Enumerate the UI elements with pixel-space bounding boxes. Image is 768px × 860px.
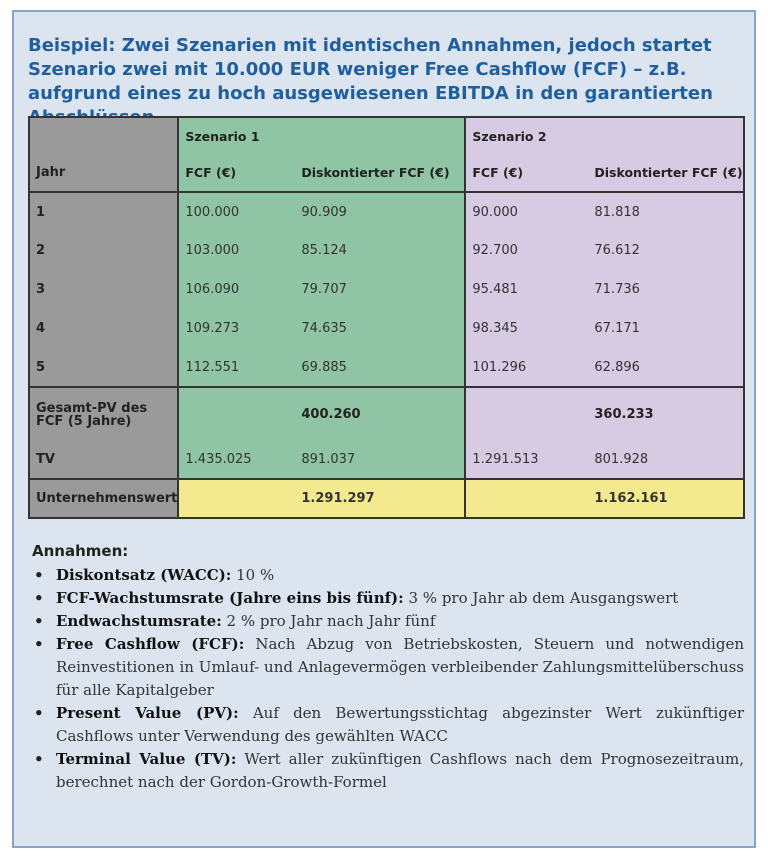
list-item: • Endwachstumsrate: 2 % pro Jahr nach Jahr fünf [32,610,744,633]
list-item: • FCF-Wachstumsrate (Jahre eins bis fünf): 3 % pro Jahr ab dem Ausgangswert [32,587,744,610]
table-row: 2 103.000 85.124 92.700 76.612 [29,231,744,270]
ev-s1-value: 1.291.297 [295,479,465,518]
valuation-table [28,116,745,519]
column-header-row [29,154,744,192]
pv-s2-value: 360.233 [588,387,743,441]
pv-label: Gesamt-PV des FCF (5 Jahre) [29,387,178,441]
pv-row [29,387,744,441]
table-row: 1 100.000 90.909 90.000 81.818 [29,192,744,231]
assumptions-list [32,564,744,794]
col-year: Jahr [29,154,178,192]
list-item: • Present Value (PV): Auf den Bewertungsstichtag abgezinster Wert zukünftiger Cashflows unter Verwendung des gewählten WACC [32,702,744,748]
example-headline: Beispiel: Zwei Szenarien mit identischen Annahmen, jedoch startet Szenario zwei mit 10.000 EUR weniger Free Cashflow (FCF) – z.B. aufgrund eines zu hoch ausgewiesenen EBITDA in den garantierten [28,35,713,104]
list-item: • Free Cashflow (FCF): Nach Abzug von Betriebskosten, Steuern und notwendigen Reinvestitionen in Umlauf- und Anlagevermögen verbleibender Zahlungsmittelüberschuss für alle Kapitalgeber [32,633,744,702]
pv-s1-value: 400.260 [295,387,465,441]
scenario-header-row [29,117,744,154]
list-item: • Terminal Value (TV): Wert aller zukünftigen Cashflows nach dem Prognosezeitraum, berechnet nach der Gordon-Growth-Formel [32,748,744,794]
col-s2-dfcf: Diskontierter FCF (€) [588,154,743,192]
list-item: • Diskontsatz (WACC): 10 % [32,564,744,587]
tv-label: TV [29,441,178,479]
example-box [12,10,756,848]
scenario2-title: Szenario 2 [465,117,743,154]
scenario1-title: Szenario 1 [178,117,465,154]
ev-label: Unternehmenswert [29,479,178,518]
ev-s2-value: 1.162.161 [588,479,743,518]
table-row: 3 106.090 79.707 95.481 71.736 [29,270,744,309]
col-s1-fcf: FCF (€) [178,154,295,192]
enterprise-value-row [29,479,744,518]
col-s1-dfcf: Diskontierter FCF (€) [295,154,465,192]
tv-row: TV 1.435.025 891.037 1.291.513 801.928 [29,441,744,479]
table-row: 4 109.273 74.635 98.345 67.171 [29,309,744,348]
table-row: 5 112.551 69.885 101.296 62.896 [29,348,744,387]
col-s2-fcf: FCF (€) [465,154,588,192]
assumptions-title: Annahmen: [32,542,129,560]
